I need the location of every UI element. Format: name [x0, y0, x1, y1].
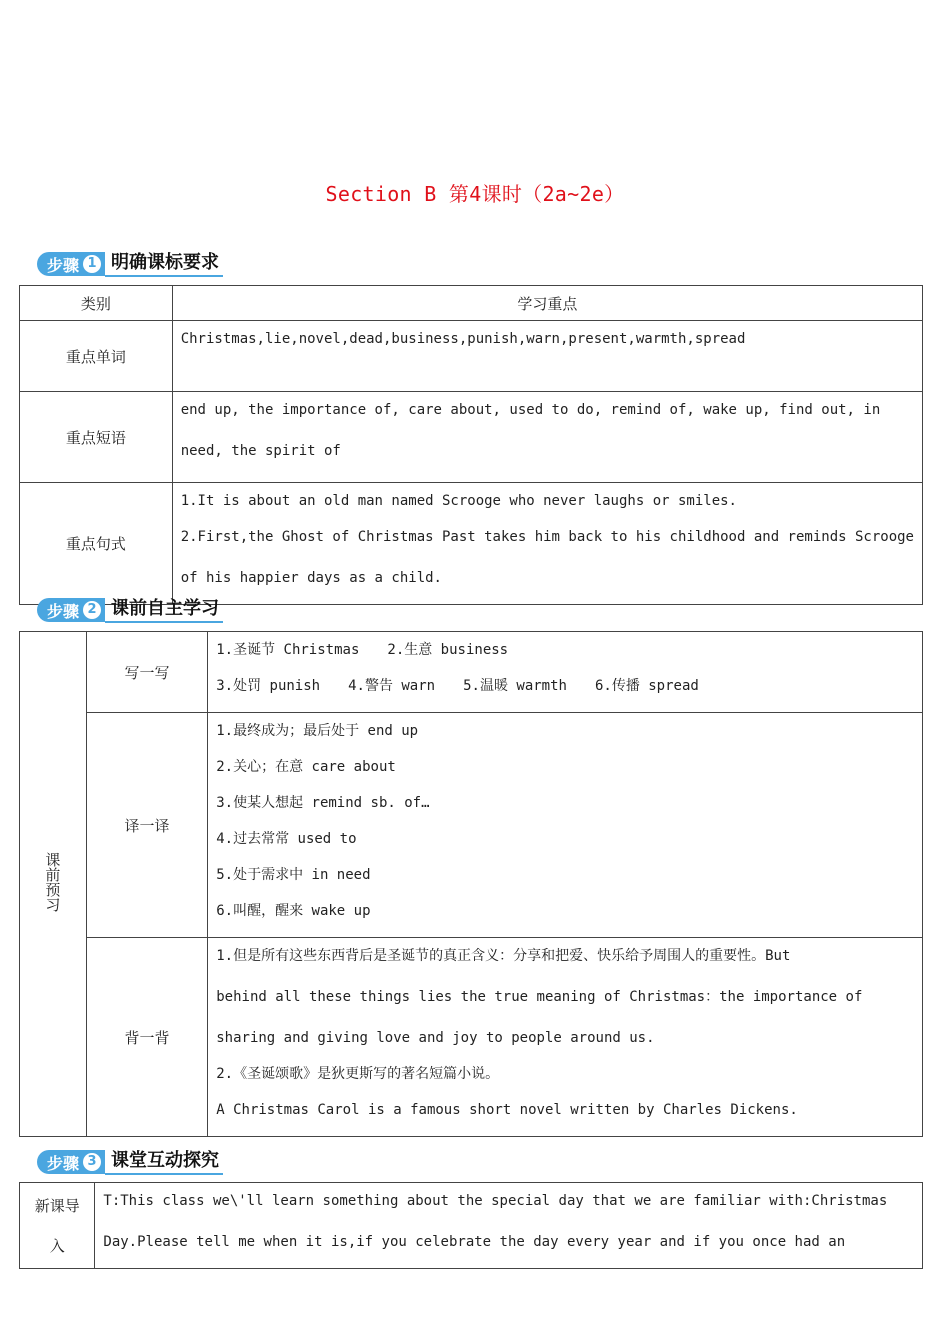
write-item: 3.处罚 punish	[216, 678, 321, 694]
goals-header-focus: 学习重点	[172, 286, 922, 321]
preview-side-label: 课前预习	[43, 852, 62, 912]
step3-label: 课堂互动探究	[105, 1149, 223, 1175]
goals-header-category: 类别	[20, 286, 173, 321]
recite-line: A Christmas Carol is a famous short novel written by Charles Dickens.	[216, 1102, 798, 1118]
category-phrases: 重点短语	[20, 392, 173, 483]
write-label: 写一写	[86, 632, 207, 713]
step2-label: 课前自主学习	[105, 597, 223, 623]
translate-item: 6.叫醒，醒来 wake up	[216, 903, 371, 919]
step2-header	[37, 597, 223, 623]
write-item: 6.传播 spread	[594, 678, 699, 694]
preview-table	[19, 631, 923, 1137]
translate-item: 2.关心；在意 care about	[216, 759, 396, 775]
sentence-line-3: of his happier days as a child.	[180, 570, 442, 586]
recite-line: 1.但是所有这些东西背后是圣诞节的真正含义：分享和把爱、快乐给予周围人的重要性。But	[216, 948, 791, 964]
step2-badge	[37, 598, 105, 622]
translate-item: 1.最终成为；最后处于 end up	[216, 723, 419, 739]
intro-line: Day.Please tell me when it is,if you celebrate the day every year and if you once had an	[103, 1234, 846, 1250]
sentence-line-1: 1.It is about an old man named Scrooge who never laughs or smiles.	[180, 493, 737, 509]
step1-num: 1	[83, 255, 101, 273]
step1-badge-text: 步骤	[47, 255, 80, 275]
step2-badge-text: 步骤	[47, 601, 80, 621]
recite-line: sharing and giving love and joy to people around us.	[216, 1030, 655, 1046]
translate-item: 4.过去常常 used to	[216, 831, 357, 847]
goals-table	[19, 285, 923, 605]
table-row	[20, 392, 923, 483]
translate-item: 5.处于需求中 in need	[216, 867, 371, 883]
category-words: 重点单词	[20, 321, 173, 392]
phrases-line-1: end up, the importance of, care about, used to do, remind of, wake up, find out, in	[180, 402, 881, 418]
page-title: Section B 第4课时（2a~2e）	[325, 182, 625, 206]
translate-item: 3.使某人想起 remind sb. of…	[216, 795, 430, 811]
recite-line: behind all these things lies the true meaning of Christmas：the importance of	[216, 989, 863, 1005]
step1-badge	[37, 252, 105, 276]
write-item: 4.警告 warn	[348, 678, 436, 694]
write-item: 1.圣诞节 Christmas	[216, 642, 360, 658]
words-line: Christmas,lie,novel,dead,business,punish,warn,present,warmth,spread	[180, 331, 746, 347]
table-row	[20, 321, 923, 392]
recite-label: 背一背	[86, 938, 207, 1137]
sentence-line-2: 2.First,the Ghost of Christmas Past takes him back to his childhood and reminds Scrooge	[180, 529, 914, 545]
translate-label: 译一译	[86, 713, 207, 938]
category-sentences: 重点句式	[20, 483, 173, 605]
step3-badge	[37, 1150, 105, 1174]
preview-side-cell	[20, 632, 87, 1137]
step3-badge-text: 步骤	[47, 1153, 80, 1173]
new-lesson-label: 新课导入	[20, 1183, 95, 1269]
step2-num: 2	[83, 601, 101, 619]
phrases-line-2: need, the spirit of	[180, 443, 341, 459]
table-row	[20, 483, 923, 605]
step3-num: 3	[83, 1153, 101, 1171]
recite-line: 2.《圣诞颂歌》是狄更斯写的著名短篇小说。	[216, 1066, 500, 1082]
class-table	[19, 1182, 923, 1269]
step3-header	[37, 1149, 223, 1175]
write-item: 5.温暖 warmth	[463, 678, 567, 694]
step1-header	[37, 251, 223, 277]
write-item: 2.生意 business	[387, 642, 509, 658]
step1-label: 明确课标要求	[105, 251, 223, 277]
intro-line: T:This class we\'ll learn something about the special day that we are familiar with:Christmas	[103, 1193, 888, 1209]
